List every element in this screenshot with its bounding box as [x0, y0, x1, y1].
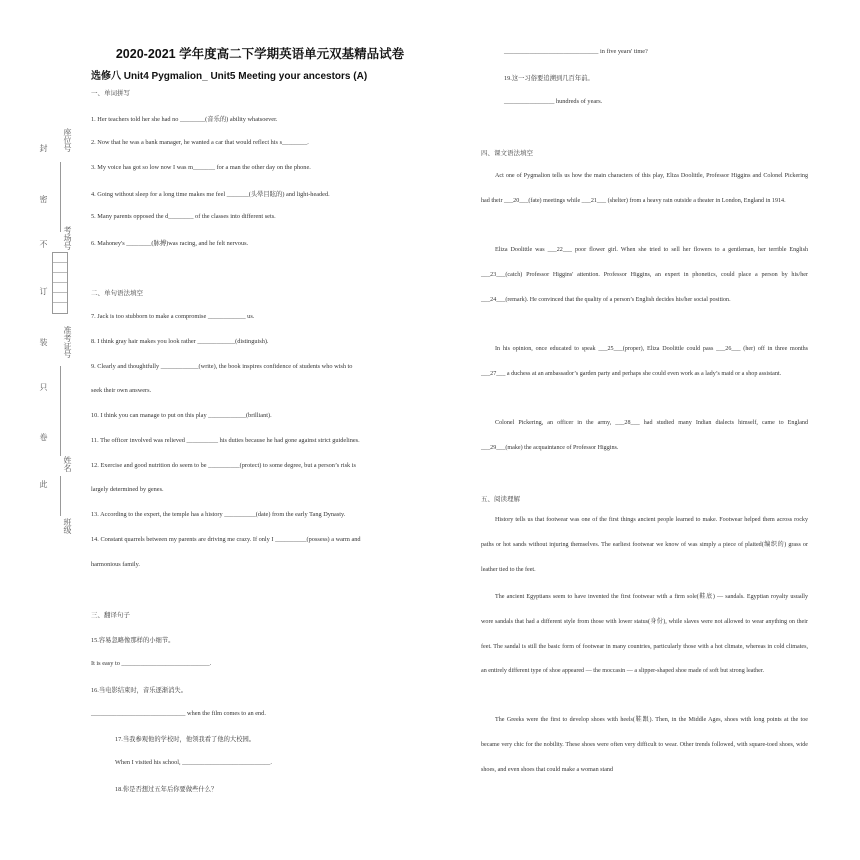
grammar-paragraph-4: Colonel Pickering, an officer in the army, ___28___ had studied many Indian dialects himself, came to England ___29___(make) the acquaintance of Professor Higgins.: [481, 420, 808, 451]
exam-room-label: 考场号: [63, 226, 72, 250]
binding-char: 卷: [39, 433, 48, 441]
section-heading-2: 二、单句语法填空: [91, 290, 143, 297]
question-18: 18.你是否想过五年后你要做些什么？: [115, 786, 218, 793]
binding-char: 订: [39, 287, 48, 295]
question-14-cont: harmonious family.: [91, 561, 140, 568]
class-label: 班级: [63, 518, 72, 534]
seat-number-label: 座位号: [63, 128, 72, 152]
name-line: [60, 476, 61, 516]
binding-char: 此: [39, 480, 48, 488]
question-1: 1. Her teachers told her she had no ________(音乐的) ability whatsoever.: [91, 116, 278, 123]
binding-margin: [0, 100, 90, 560]
grammar-paragraph-3: In his opinion, once educated to speak ___25___(proper), Eliza Doolittle could pass ___26___ (her) off in three months ___27___ a duchess at an ambassador’s garden party and perhaps she could even work as a lady’s maid or a shop assistant.: [481, 346, 808, 377]
question-13: 13. According to the expert, the temple has a history __________(date) from the early Tang Dynasty.: [91, 511, 346, 518]
question-18-answer: ______________________________ in five years' time?: [504, 48, 648, 55]
question-10: 10. I think you can manage to put on this play ____________(brilliant).: [91, 412, 272, 419]
binding-char: 封: [39, 144, 48, 152]
grammar-paragraph-1: Act one of Pygmalion tells us how the main characters of this play, Eliza Doolittle, Professor Higgins and Colonel Pickering had their ___20___(fate) meetings while ___21___ (shelter) from a heavy rain outside a theater in London, England in 1914.: [481, 173, 808, 204]
reading-paragraph-3: The Greeks were the first to develop shoes with heels(鞋跟). Then, in the Middle Ages, shoes with long points at the toe became very chic for the nobility. These shoes were often very difficult to wear. Other trends followed, with square-toed shoes, wide shoes, and even shoes that could make a woman stand: [481, 717, 808, 773]
page-subtitle: 选修八 Unit4 Pygmalion_ Unit5 Meeting your ancestors (A): [91, 71, 368, 82]
section-heading-3: 三、翻译句子: [91, 612, 130, 619]
reading-paragraph-1: History tells us that footwear was one of the first things ancient people learned to make. Footwear helped them across rocky paths or hot sands without injuring themselves. The earliest footwear we know of was simply a piece of plaited(编织的) grass or leather tied to the feet.: [481, 517, 808, 573]
binding-char: 只: [39, 383, 48, 391]
question-12-cont: largely determined by genes.: [91, 486, 164, 493]
question-15-answer: It is easy to ____________________________.: [91, 660, 212, 667]
binding-char: 装: [39, 338, 48, 346]
binding-char: 密: [39, 195, 48, 203]
question-14: 14. Constant quarrels between my parents are driving me crazy. If only I __________(possess) a warm and: [91, 536, 361, 543]
question-16-answer: ______________________________ when the film comes to an end.: [91, 710, 266, 717]
section-heading-1: 一、单词拼写: [91, 90, 130, 97]
question-3: 3. My voice has got so low now I was m_______ for a man the other day on the phone.: [91, 164, 311, 171]
question-4: 4. Going without sleep for a long time makes me feel _______(头晕目眩的) and light-headed.: [91, 191, 330, 198]
question-12: 12. Exercise and good nutrition do seem to be __________(protect) to some degree, but a person’s risk is: [91, 462, 356, 469]
question-6: 6. Mahoney's ________(脉搏)was racing, and he felt nervous.: [91, 240, 249, 247]
reading-paragraph-2: The ancient Egyptians seem to have invented the first footwear with a firm sole(鞋底) — sandals. Egyptian royalty usually wore sandals that had a different style from those with lower status(身份), while slaves were not allowed to wear anything on their feet. The sandal is still the basic form of footwear in many countries, particularly those with a hot climate, whereas in cold climates, an entirely different type of shoe appeared — the moccasin — a slipper-shaped shoe made of soft but strong leather.: [481, 594, 808, 675]
question-11: 11. The officer involved was relieved __________ his duties because he had gone against strict guidelines.: [91, 437, 360, 444]
question-9: 9. Clearly and thoughtfully ____________(write), the book inspires confidence of students who wish to: [91, 363, 353, 370]
grammar-paragraph-2: Eliza Doolittle was ___22___ poor flower girl. When she tried to sell her flowers to a gentleman, her terrible English ___23___(catch) Professor Higgins' attention. Professor Higgins, an expert in phonetics, could place a person by his/her ___24___(remark). He convinced that the quality of a person’s English decides his/her social position.: [481, 247, 808, 303]
question-2: 2. Now that he was a bank manager, he wanted a car that would reflect his s________.: [91, 139, 309, 146]
section-heading-4: 四、课文语法填空: [481, 150, 533, 157]
question-16: 16.当电影结束时，音乐逐渐消失。: [91, 687, 188, 694]
exam-number-boxes: [52, 252, 68, 314]
section-heading-5: 五、阅读理解: [481, 496, 520, 503]
exam-id-line: [60, 366, 61, 456]
name-label: 姓名: [63, 456, 72, 472]
question-19: 19.这一习俗要追溯到几百年前。: [504, 75, 594, 82]
question-19-answer: ________________ hundreds of years.: [504, 98, 603, 105]
question-9-cont: seek their own answers.: [91, 387, 152, 394]
question-5: 5. Many parents opposed the d________ of the classes into different sets.: [91, 213, 276, 220]
exam-id-label: 准考证号: [63, 326, 72, 358]
question-17: 17.当我参观他的学校时，他领我看了他的大校园。: [115, 736, 256, 743]
question-8: 8. I think gray hair makes you look rather ____________(distinguish).: [91, 338, 269, 345]
binding-char: 不: [39, 240, 48, 248]
page-title: 2020-2021 学年度高二下学期英语单元双基精品试卷: [115, 47, 405, 61]
question-15: 15.容易忽略像那样的小细节。: [91, 637, 175, 644]
question-17-answer: When I visited his school, ____________________________.: [115, 759, 272, 766]
seat-number-line: [60, 162, 61, 232]
question-7: 7. Jack is too stubborn to make a compromise ____________ us.: [91, 313, 255, 320]
